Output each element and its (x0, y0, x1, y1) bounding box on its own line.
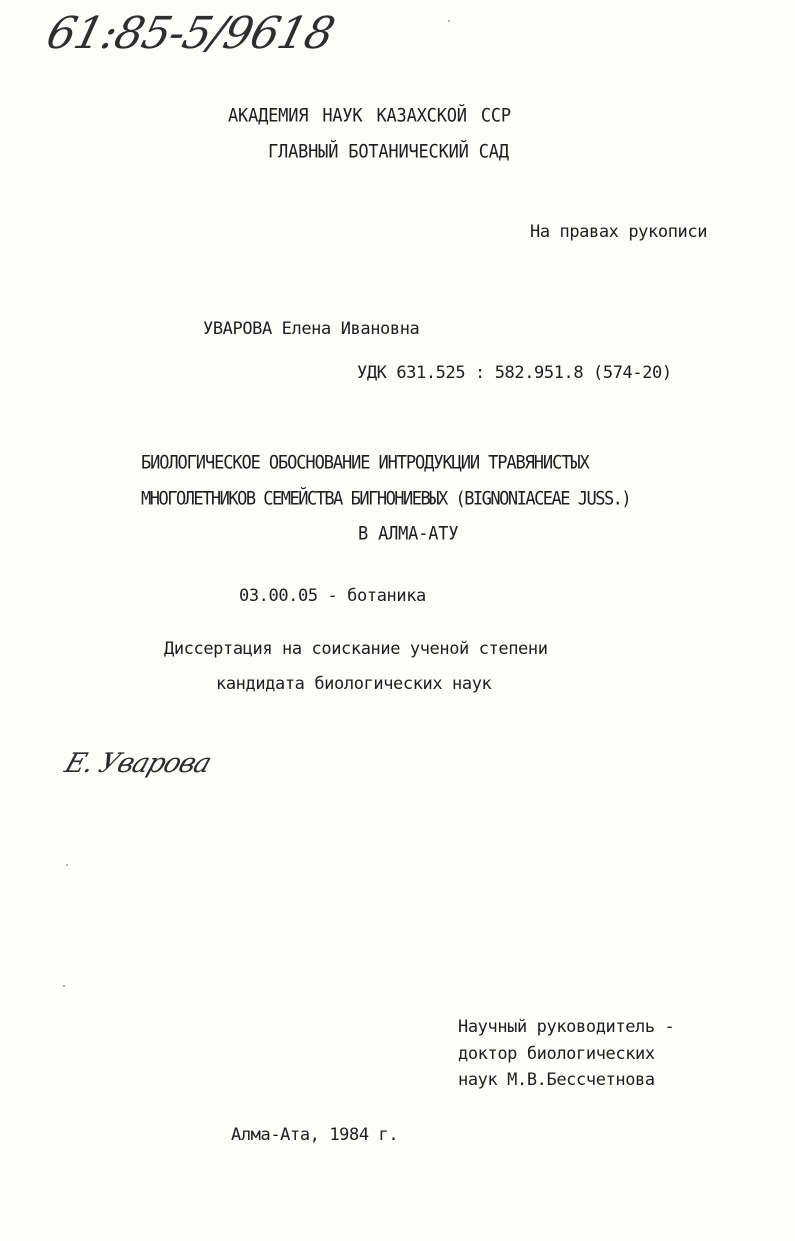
institution-line-1: АКАДЕМИЯ НАУК КАЗАХСКОЙ ССР (228, 105, 511, 127)
institution-line-2: ГЛАВНЫЙ БОТАНИЧЕСКИЙ САД (268, 141, 509, 163)
paper-speck (448, 20, 450, 22)
title-line-2: МНОГОЛЕТНИКОВ СЕМЕЙСТВА БИГНОНИЕВЫХ (BIGNONIACEAE JUSS.) (141, 488, 631, 510)
degree-line-1: Диссертация на соискание ученой степени (164, 639, 548, 659)
supervisor-line-3: наук М.В.Бессчетнова (458, 1070, 655, 1090)
supervisor-line-2: доктор биологических (458, 1044, 655, 1064)
udc-code: УДК 631.525 : 582.951.8 (574-20) (357, 363, 672, 383)
archive-number-handwritten: 61:85-5/9618 (41, 8, 339, 59)
specialty-code: 03.00.05 - ботаника (239, 586, 426, 606)
place-and-year: Алма-Ата, 1984 г. (231, 1125, 399, 1145)
author-signature: Е. Уварова (60, 748, 215, 779)
paper-speck (66, 864, 68, 866)
supervisor-line-1: Научный руководитель - (458, 1017, 675, 1037)
author-name: УВАРОВА Елена Ивановна (203, 319, 420, 339)
title-line-3: В АЛМА-АТУ (358, 523, 459, 545)
manuscript-note: На правах рукописи (530, 222, 708, 242)
paper-speck (63, 985, 65, 987)
degree-line-2: кандидата биологических наук (216, 674, 492, 694)
title-line-1: БИОЛОГИЧЕСКОЕ ОБОСНОВАНИЕ ИНТРОДУКЦИИ ТРАВЯНИСТЫХ (141, 452, 589, 474)
